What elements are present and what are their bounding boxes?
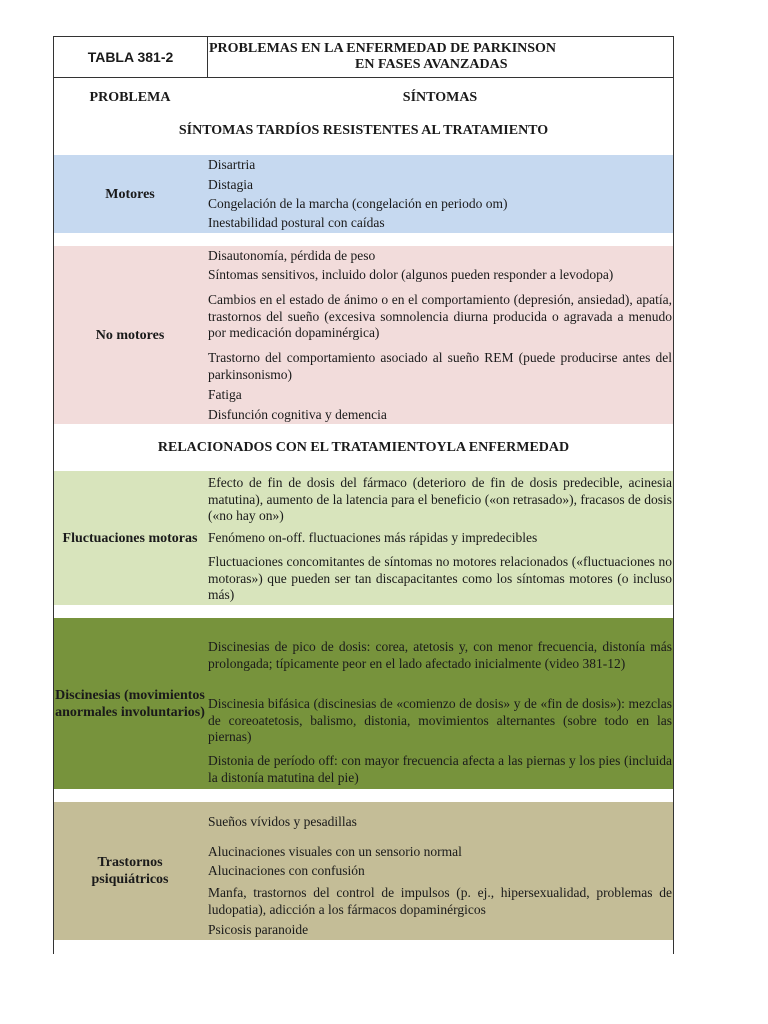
category-psiquiatricos-line-2: psiquiátricos [91,872,169,887]
category-discinesias-line-1: Discinesias (movimientos [55,687,205,703]
symptom-item: Cambios en el estado de ánimo o en el comportamiento (depresión, ansiedad), apatía, trastornos del sueño (excesiva somnolencia diurna producida o agravada a menudo por medicación dopaminérgica) [208,292,672,340]
category-psiquiatricos-line-1: Trastornos [97,855,163,870]
symptom-item: Disfunción cognitiva y demencia [208,407,387,422]
table-title-line-2: EN FASES AVANZADAS [355,57,508,72]
category-fluctuaciones-motoras: Fluctuaciones motoras [62,530,198,546]
symptom-item: Congelación de la marcha (congelación en periodo om) [208,196,508,211]
symptom-item: Trastorno del comportamiento asociado al sueño REM (puede producirse antes del parkinsonismo) [208,350,672,382]
category-motores: Motores [105,186,155,202]
symptom-item: Fenómeno on-off. fluctuaciones más rápidas y impredecibles [208,530,538,545]
column-header-symptoms: SÍNTOMAS [402,90,478,105]
symptom-item: Fatiga [208,387,242,402]
category-discinesias [54,618,206,789]
symptom-item: Disartria [208,157,256,172]
symptom-item: Efecto de fin de dosis del fármaco (deterioro de fin de dosis predecible, acinesia matutina), aumento de la latencia para el beneficio («on retrasado»), fracasos de dosis («no hay on») [208,475,672,523]
symptom-item: Inestabilidad postural con caídas [208,215,385,230]
table-title [207,37,673,77]
symptom-item: Psicosis paranoide [208,922,309,937]
symptom-item: Síntomas sensitivos, incluido dolor (algunos pueden responder a levodopa) [208,267,614,282]
section-title-late-symptoms: SÍNTOMAS TARDÍOS RESISTENTES AL TRATAMIENTO [178,123,549,138]
symptom-item: Discinesia bifásica (discinesias de «comienzo de dosis» y de «fin de dosis»): mezclas de coreoatetosis, balismo, distonia, movimientos alternantes (sobre todo en las piernas) [208,696,672,744]
section-title-treatment: RELACIONADOS CON EL TRATAMIENTOYLA ENFERMEDAD [157,440,570,455]
table-title-line-1: PROBLEMAS EN LA ENFERMEDAD DE PARKINSON [209,41,557,56]
symptom-item: Fluctuaciones concomitantes de síntomas no motores relacionados («fluctuaciones no motoras») que pueden ser tan discapacitantes como los síntomas motores (o incluso más) [208,554,672,602]
symptom-item: Distonia de período off: con mayor frecuencia afecta a las piernas y los pies (incluida la distonía matutina del pie) [208,753,672,785]
symptom-item: Manfa, trastornos del control de impulsos (p. ej., hipersexualidad, problemas de ludopatia), adicción a los fármacos dopaminérgicos [208,885,672,917]
symptom-item: Discinesias de pico de dosis: corea, atetosis y, con menor frecuencia, distonía más prolongada; típicamente peor en el lado afectado inicialmente (video 381-12) [208,639,672,671]
symptom-item: Alucinaciones con confusión [208,863,365,878]
category-no-motores: No motores [95,327,165,343]
category-trastornos-psiquiatricos [54,802,206,940]
column-header-problem: PROBLEMA [89,90,171,105]
symptom-item: Distagia [208,177,253,192]
category-discinesias-line-2: anormales involuntarios) [55,704,205,720]
table-number: TABLA 381-2 [54,37,208,77]
table-header [53,36,674,78]
symptom-item: Sueños vívidos y pesadillas [208,814,357,829]
symptom-item: Disautonomía, pérdida de peso [208,248,376,263]
symptom-item: Alucinaciones visuales con un sensorio normal [208,844,462,859]
